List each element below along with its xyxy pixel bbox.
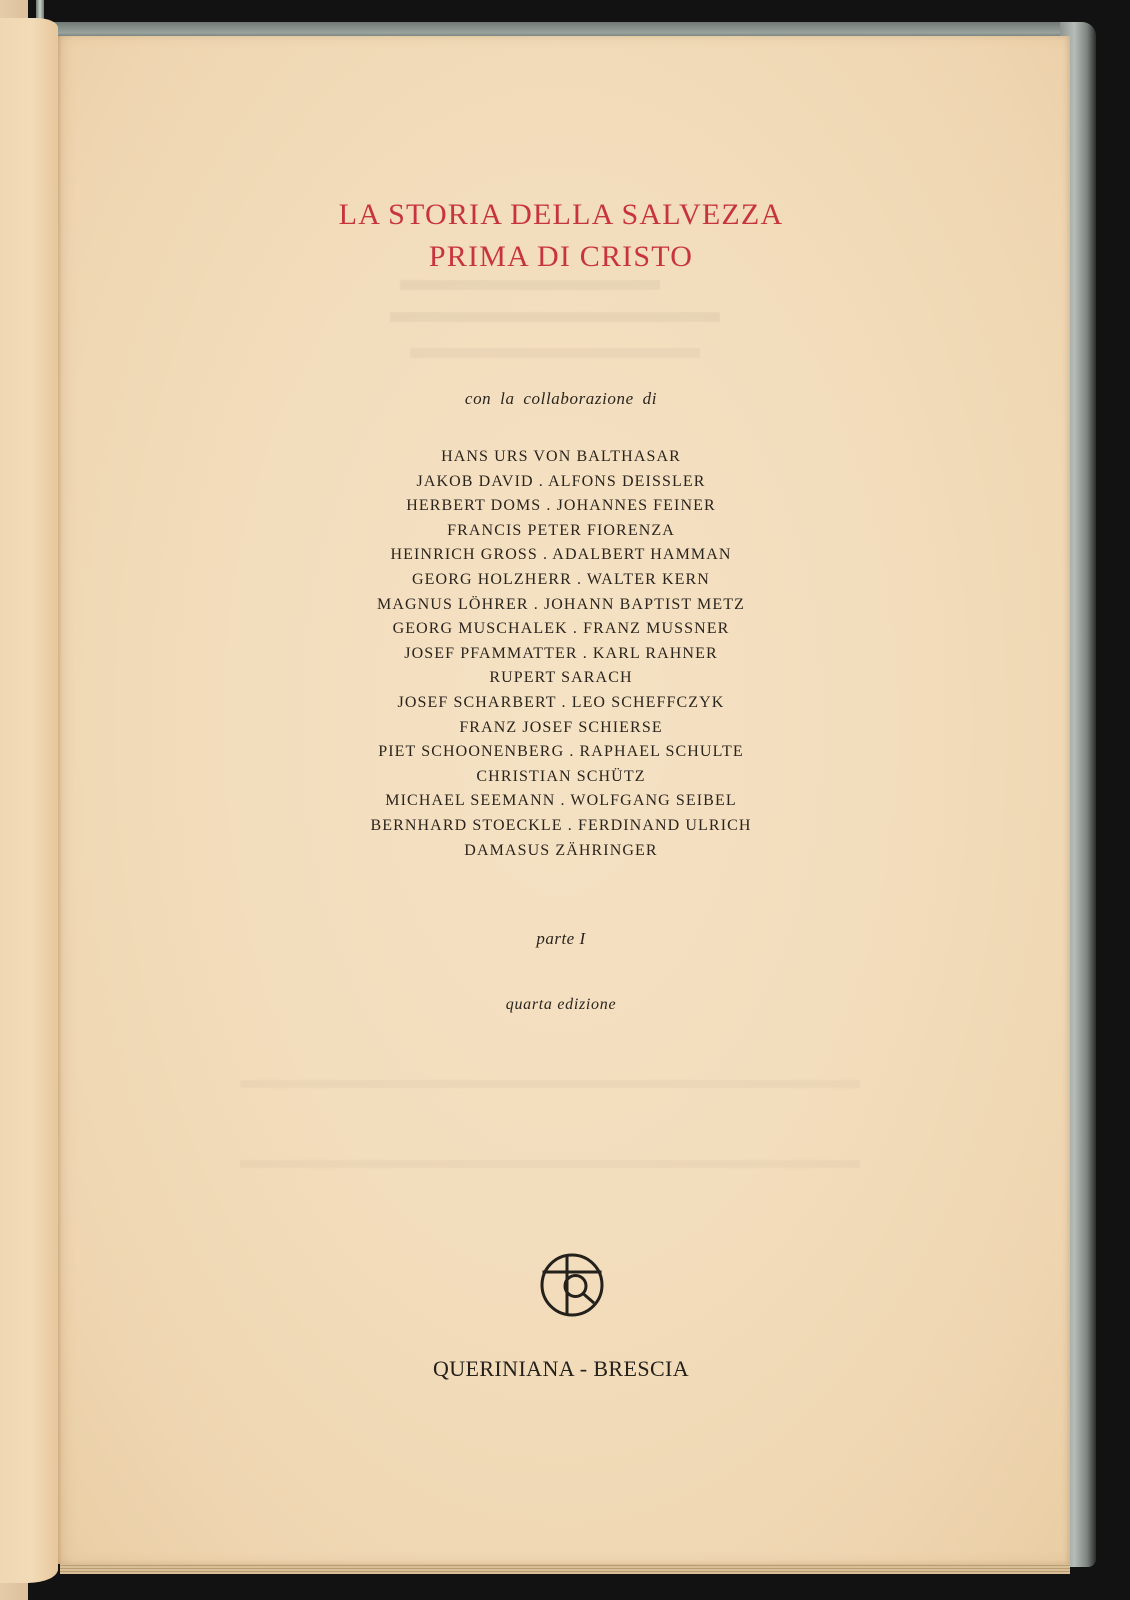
queriniana-logo-icon [539, 1252, 605, 1318]
previous-page-leaf [0, 18, 58, 1583]
contributor-line: HANS URS VON BALTHASAR [441, 448, 681, 465]
title-page-content [52, 36, 1070, 1564]
contributor-line: CHRISTIAN SCHÜTZ [476, 767, 646, 785]
contributor-line: GEORG MUSCHALEK . FRANZ MUSSNER [392, 620, 730, 638]
contributor-line: RUPERT SARACH [489, 669, 633, 687]
contributors-list [52, 445, 1070, 863]
contributor-line: JOSEF SCHARBERT . LEO SCHEFFCZYK [397, 693, 725, 711]
contributor-line: MICHAEL SEEMANN . WOLFGANG SEIBEL [385, 792, 737, 810]
collaboration-intro-text: con la collaborazione di [464, 389, 658, 408]
contributor-line: FRANCIS PETER FIORENZA [447, 521, 675, 539]
contributor-line: BERNHARD STOECKLE . FERDINAND ULRICH [370, 816, 752, 834]
book-title [52, 194, 1070, 278]
contributor-line: JAKOB DAVID . ALFONS DEISSLER [416, 472, 706, 490]
contributor-line: MAGNUS LÖHRER . JOHANN BAPTIST METZ [377, 595, 745, 613]
book-title-line-2: PRIMA DI CRISTO [428, 240, 694, 273]
contributor-line: PIET SCHOONENBERG . RAPHAEL SCHULTE [378, 743, 744, 761]
collaboration-intro [52, 389, 1070, 409]
contributor-line: GEORG HOLZHERR . WALTER KERN [412, 570, 710, 588]
contributor-line: HERBERT DOMS . JOHANNES FEINER [406, 497, 716, 515]
volume-part: parte I [536, 929, 586, 948]
contributor-line: JOSEF PFAMMATTER . KARL RAHNER [404, 644, 718, 662]
publisher-name: QUERINIANA - BRESCIA [432, 1356, 690, 1381]
contributor-line: DAMASUS ZÄHRINGER [464, 841, 658, 859]
contributor-line: HEINRICH GROSS . ADALBERT HAMMAN [390, 546, 732, 564]
book-title-line-1: LA STORIA DELLA SALVEZZA [338, 198, 784, 231]
edition-label: quarta edizione [505, 996, 617, 1013]
contributor-line: FRANZ JOSEF SCHIERSE [459, 718, 663, 736]
